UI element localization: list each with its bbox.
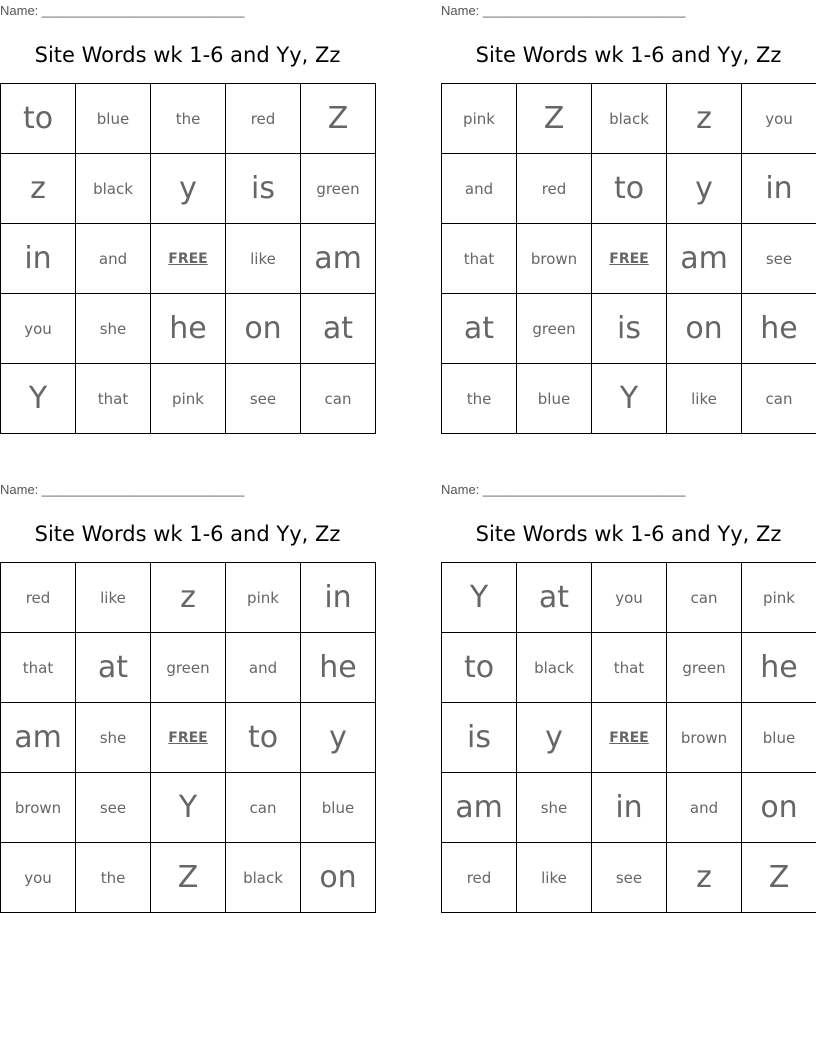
- word-cell: at: [517, 563, 592, 633]
- word-cell: that: [442, 224, 517, 294]
- word-cell: that: [1, 633, 76, 703]
- word-cell: to: [226, 703, 301, 773]
- word-cell: black: [226, 843, 301, 913]
- word-cell: brown: [1, 773, 76, 843]
- word-cell: he: [742, 294, 816, 364]
- word-cell: on: [742, 773, 816, 843]
- word-cell: in: [592, 773, 667, 843]
- word-cell: you: [742, 84, 816, 154]
- word-cell: see: [742, 224, 816, 294]
- word-cell: that: [592, 633, 667, 703]
- grid-row: [1, 703, 376, 773]
- word-cell: Y: [442, 563, 517, 633]
- word-cell: is: [592, 294, 667, 364]
- grid-row: [442, 224, 816, 294]
- word-cell: z: [1, 154, 76, 224]
- word-cell: red: [442, 843, 517, 913]
- word-cell: brown: [517, 224, 592, 294]
- word-cell: green: [301, 154, 376, 224]
- word-cell: pink: [442, 84, 517, 154]
- card-title: Site Words wk 1-6 and Yy, Zz: [475, 43, 782, 67]
- free-space: FREE: [592, 224, 667, 294]
- name-field-label: Name: ____________________________: [0, 482, 245, 497]
- word-cell: at: [301, 294, 376, 364]
- word-cell: the: [151, 84, 226, 154]
- word-cell: Z: [151, 843, 226, 913]
- word-cell: Z: [742, 843, 816, 913]
- word-cell: like: [76, 563, 151, 633]
- bingo-card-1: [0, 0, 375, 435]
- word-cell: red: [226, 84, 301, 154]
- word-cell: green: [151, 633, 226, 703]
- word-cell: and: [226, 633, 301, 703]
- grid-row: [442, 154, 816, 224]
- word-cell: Z: [301, 84, 376, 154]
- word-cell: and: [667, 773, 742, 843]
- word-cell: y: [301, 703, 376, 773]
- word-cell: Y: [151, 773, 226, 843]
- name-field-label: Name: ____________________________: [0, 3, 245, 18]
- grid-row: [442, 633, 816, 703]
- grid-row: [442, 364, 816, 434]
- word-cell: black: [76, 154, 151, 224]
- word-cell: can: [226, 773, 301, 843]
- word-cell: like: [517, 843, 592, 913]
- grid-row: [1, 364, 376, 434]
- word-cell: Z: [517, 84, 592, 154]
- word-cell: see: [226, 364, 301, 434]
- word-cell: you: [592, 563, 667, 633]
- word-cell: on: [301, 843, 376, 913]
- word-cell: black: [592, 84, 667, 154]
- word-cell: to: [1, 84, 76, 154]
- card-title: Site Words wk 1-6 and Yy, Zz: [34, 522, 341, 546]
- free-space: FREE: [151, 703, 226, 773]
- word-cell: am: [1, 703, 76, 773]
- card-title: Site Words wk 1-6 and Yy, Zz: [34, 43, 341, 67]
- bingo-card-3: [0, 479, 375, 914]
- name-field-label: Name: ____________________________: [441, 3, 686, 18]
- word-cell: z: [151, 563, 226, 633]
- word-cell: can: [301, 364, 376, 434]
- word-cell: red: [517, 154, 592, 224]
- word-cell: on: [226, 294, 301, 364]
- word-cell: z: [667, 84, 742, 154]
- grid-row: [1, 84, 376, 154]
- word-cell: at: [76, 633, 151, 703]
- word-cell: she: [76, 294, 151, 364]
- grid-row: [1, 294, 376, 364]
- card-title: Site Words wk 1-6 and Yy, Zz: [475, 522, 782, 546]
- word-cell: in: [742, 154, 816, 224]
- name-field-label: Name: ____________________________: [441, 482, 686, 497]
- word-cell: is: [226, 154, 301, 224]
- word-cell: am: [301, 224, 376, 294]
- word-cell: z: [667, 843, 742, 913]
- word-cell: red: [1, 563, 76, 633]
- word-cell: on: [667, 294, 742, 364]
- free-space: FREE: [592, 703, 667, 773]
- word-cell: can: [742, 364, 816, 434]
- word-cell: at: [442, 294, 517, 364]
- word-cell: he: [742, 633, 816, 703]
- word-cell: y: [151, 154, 226, 224]
- grid-row: [442, 294, 816, 364]
- free-space: FREE: [151, 224, 226, 294]
- grid-row: [442, 843, 816, 913]
- bingo-grid: [441, 83, 816, 434]
- word-cell: blue: [76, 84, 151, 154]
- word-cell: black: [517, 633, 592, 703]
- grid-row: [1, 633, 376, 703]
- word-cell: in: [1, 224, 76, 294]
- word-cell: is: [442, 703, 517, 773]
- word-cell: blue: [742, 703, 816, 773]
- word-cell: am: [667, 224, 742, 294]
- word-cell: and: [76, 224, 151, 294]
- word-cell: in: [301, 563, 376, 633]
- word-cell: you: [1, 294, 76, 364]
- word-cell: she: [517, 773, 592, 843]
- grid-row: [1, 563, 376, 633]
- grid-row: [442, 84, 816, 154]
- word-cell: he: [151, 294, 226, 364]
- word-cell: and: [442, 154, 517, 224]
- word-cell: brown: [667, 703, 742, 773]
- word-cell: see: [592, 843, 667, 913]
- word-cell: he: [301, 633, 376, 703]
- word-cell: like: [226, 224, 301, 294]
- word-cell: see: [76, 773, 151, 843]
- bingo-card-2: [441, 0, 816, 435]
- word-cell: am: [442, 773, 517, 843]
- bingo-grid: [0, 83, 376, 434]
- word-cell: that: [76, 364, 151, 434]
- bingo-grid: [441, 562, 816, 913]
- word-cell: can: [667, 563, 742, 633]
- grid-row: [442, 773, 816, 843]
- bingo-grid: [0, 562, 376, 913]
- word-cell: Y: [592, 364, 667, 434]
- word-cell: like: [667, 364, 742, 434]
- word-cell: blue: [517, 364, 592, 434]
- word-cell: y: [667, 154, 742, 224]
- word-cell: you: [1, 843, 76, 913]
- word-cell: the: [442, 364, 517, 434]
- word-cell: blue: [301, 773, 376, 843]
- grid-row: [1, 843, 376, 913]
- bingo-card-4: [441, 479, 816, 914]
- word-cell: to: [592, 154, 667, 224]
- grid-row: [442, 563, 816, 633]
- grid-row: [1, 773, 376, 843]
- word-cell: green: [667, 633, 742, 703]
- word-cell: pink: [226, 563, 301, 633]
- grid-row: [1, 224, 376, 294]
- grid-row: [442, 703, 816, 773]
- word-cell: green: [517, 294, 592, 364]
- word-cell: the: [76, 843, 151, 913]
- word-cell: pink: [151, 364, 226, 434]
- word-cell: to: [442, 633, 517, 703]
- word-cell: pink: [742, 563, 816, 633]
- word-cell: Y: [1, 364, 76, 434]
- word-cell: she: [76, 703, 151, 773]
- word-cell: y: [517, 703, 592, 773]
- grid-row: [1, 154, 376, 224]
